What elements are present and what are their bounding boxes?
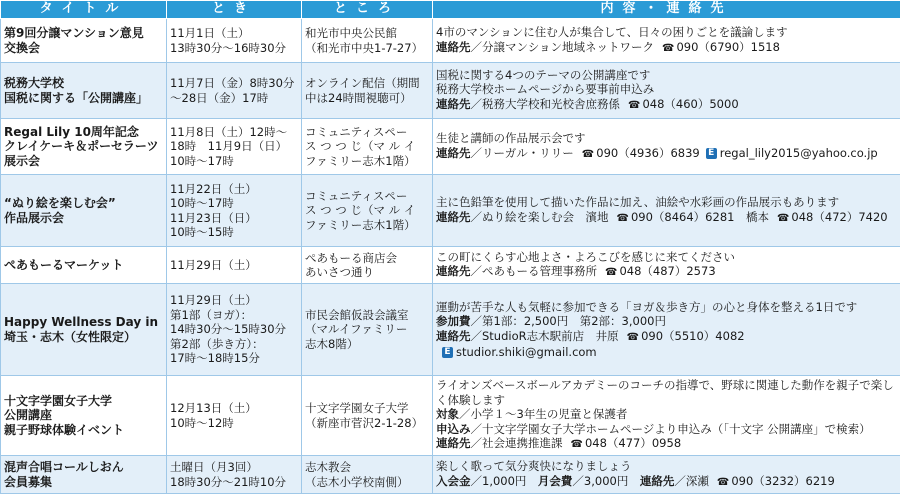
email-icon: E (442, 347, 453, 358)
event-where: 十文字学園女子大学 （新座市菅沢2-1-28） (302, 376, 433, 456)
event-when: 11月8日（土）12時～ 18時 11月9日（日） 10時～17時 (167, 119, 302, 175)
phone-number: 048（460）5000 (642, 96, 739, 111)
event-description: ライオンズベースボールアカデミーのコーチの指導で、野球に関連した動作を親子で楽しく体験します (436, 378, 894, 407)
event-title: Happy Wellness Day in 埼玉・志木（女性限定） (1, 284, 167, 376)
event-details (433, 175, 900, 247)
header-title: タイトル (1, 1, 167, 19)
event-title: 第9回分譲マンション意見 交換会 (1, 19, 167, 63)
event-where: 和光市中央公民館 （和光市中央1-7-27） (302, 19, 433, 63)
phone-icon: ☎ (616, 212, 629, 224)
event-title: Regal Lily 10周年記念 クレイケーキ＆ポーセラーツ 展示会 (1, 119, 167, 175)
event-details (433, 376, 900, 456)
fees-contact-line: 入会金／1,000円 月会費／3,000円 連絡先／深瀬 ☎ 090（3232）6219 (436, 474, 897, 491)
phone-icon: ☎ (628, 99, 641, 111)
event-when: 11月29日（土） (167, 247, 302, 284)
phone-number: 090（4936）6839 (596, 145, 700, 160)
contact-line: 連絡先／リーガル・リリー ☎ 090（4936）6839 E regal_lily2015@yahoo.co.jp (436, 146, 897, 163)
event-when: 土曜日（月3回） 18時30分～21時10分 (167, 456, 302, 494)
event-when: 12月13日（土） 10時～12時 (167, 376, 302, 456)
fee-line: 参加費／第1部：2,500円 第2部：3,000円 (436, 314, 666, 328)
contact-line: 連絡先／分譲マンション地域ネットワーク ☎ 090（6790）1518 (436, 40, 897, 57)
event-where: オンライン配信（期間 中は24時間視聴可） (302, 63, 433, 119)
event-where: 志木教会 （志木小学校南側） (302, 456, 433, 494)
email-address: studior.shiki@gmail.com (456, 345, 597, 359)
phone-icon: ☎ (605, 267, 618, 278)
phone-number: 090（8464）6281 (630, 209, 735, 224)
header-row (1, 1, 900, 19)
phone-icon: ☎ (581, 148, 595, 160)
event-title: ぺあもーるマーケット (1, 247, 167, 284)
phone-number: 048（477）0958 (584, 436, 682, 451)
event-details (433, 247, 900, 284)
target-line: 対象／小学１～3年生の児童と保護者 (436, 407, 628, 422)
event-title: “ぬり絵を楽しむ会” 作品展示会 (1, 175, 167, 247)
table-row (1, 456, 900, 494)
event-description: 税務大学校ホームページから要事前申込み (436, 82, 655, 97)
event-when: 11月1日（土） 13時30分～16時30分 (167, 19, 302, 63)
event-where: ぺあもーる商店会 あいさつ通り (302, 247, 433, 284)
table-row (1, 247, 900, 284)
phone-number: 048（487）2573 (619, 264, 716, 278)
event-title: 十文字学園女子大学 公開講座 親子野球体験イベント (1, 376, 167, 456)
email-icon: E (706, 148, 717, 159)
event-where: コミュニティスペー ス つ つ じ（マ ル イ ファミリー志木1階） (302, 119, 433, 175)
contact-line: 連絡先／ぺあもーる管理事務所 ☎ 048（487）2573 (436, 264, 897, 281)
event-details (433, 19, 900, 63)
header-details: 内容・連絡先 (433, 1, 900, 19)
contact-line: 連絡先／ぬり絵を楽しむ会 濱地 ☎ 090（8464）6281 橋本 ☎ 048（472）7420 (436, 210, 897, 227)
event-title: 混声合唱コールしおん 会員募集 (1, 456, 167, 494)
event-description: この町にくらす心地よさ・よろこびを感じに来てください (436, 249, 735, 264)
event-details (433, 456, 900, 494)
event-details (433, 284, 900, 376)
header-when: とき (167, 1, 302, 19)
table-row (1, 376, 900, 456)
table-row (1, 63, 900, 119)
table-row (1, 19, 900, 63)
phone-icon: ☎ (716, 476, 730, 488)
phone-icon: ☎ (661, 42, 675, 54)
phone-number: 090（5510）4082 (641, 328, 745, 343)
contact-line: 連絡先／税務大学校和光校舎庶務係 ☎ 048（460）5000 (436, 97, 897, 114)
event-where: コミュニティスペー ス つ つ じ（マ ル イ ファミリー志木1階） (302, 175, 433, 247)
phone-icon: ☎ (776, 212, 790, 224)
phone-number: 048（472）7420 (791, 209, 888, 224)
phone-icon: ☎ (570, 439, 583, 451)
email-address: regal_lily2015@yahoo.co.jp (719, 145, 878, 160)
contact-line: 連絡先／StudioR志木駅前店 井原 ☎ 090（5510）4082 (436, 329, 897, 346)
event-when: 11月22日（土） 10時～17時 11月23日（日） 10時～15時 (167, 175, 302, 247)
apply-line: 申込み／十文字学園女子大学ホームページより申込み（「十文字 公開講座」で検索） (436, 421, 871, 436)
event-details (433, 63, 900, 119)
event-when: 11月7日（金）8時30分 ～28日（金）17時 (167, 63, 302, 119)
event-where: 市民会館仮設会議室 （マルイファミリー 志木8階） (302, 284, 433, 376)
email-line (436, 345, 897, 360)
event-description: 国税に関する4つのテーマの公開講座です (436, 67, 651, 82)
event-description: 主に色鉛筆を使用して描いた作品に加え、油絵や水彩画の作品展示もあります (436, 195, 840, 209)
event-title: 税務大学校 国税に関する「公開講座」 (1, 63, 167, 119)
table-row (1, 175, 900, 247)
phone-icon: ☎ (626, 331, 640, 343)
contact-line: 連絡先／社会連携推進課 ☎ 048（477）0958 (436, 436, 897, 453)
phone-number: 090（3232）6219 (731, 473, 835, 488)
event-description: 運動が苦手な人も気軽に参加できる「ヨガ＆歩き方」の心と身体を整える1日です (436, 299, 858, 314)
header-where: ところ (302, 1, 433, 19)
event-when: 11月29日（土） 第1部（ヨガ）： 14時30分～15時30分 第2部（歩き方）： 17時～18時15分 (167, 284, 302, 376)
phone-number: 090（6790）1518 (676, 39, 780, 54)
event-description: 生徒と講師の作品展示会です (436, 131, 586, 145)
table-row (1, 119, 900, 175)
event-description: 楽しく歌って気分爽快になりましょう (436, 459, 632, 473)
table-row (1, 284, 900, 376)
event-details (433, 119, 900, 175)
event-description: 4市のマンションに住む人が集合して、日々の困りごとを議論します (436, 25, 788, 39)
